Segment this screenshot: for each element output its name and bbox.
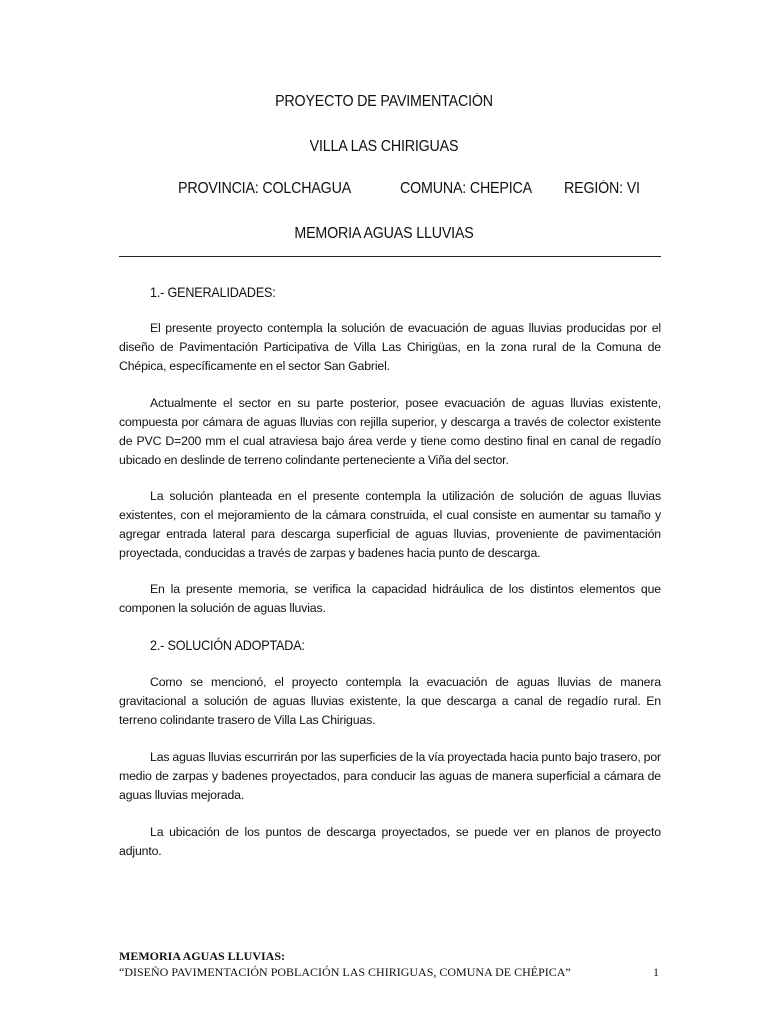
page-number: 1 xyxy=(653,965,659,979)
section-title: 2.- SOLUCIÓN ADOPTADA: xyxy=(150,637,305,653)
memoria-title: MEMORIA AGUAS LLUVIAS xyxy=(294,225,474,242)
paragraph: En la presente memoria, se verifica la capacidad hidráulica de los distintos elementos que componen la solución de aguas lluvias. xyxy=(119,582,661,615)
project-title: PROYECTO DE PAVIMENTACIÓN xyxy=(275,93,493,110)
paragraph: Actualmente el sector en su parte posterior, posee evacuación de aguas lluvias existente, compuesta por cámara de aguas lluvias con rejilla superior, y descarga a través de colector existente de PVC D=200 mm el cual atraviesa bajo área verde y tiene como destino final en canal de regadío ubicado en deslinde de terreno colindante perteneciente a Viña del sector. xyxy=(119,396,661,467)
paragraph: La solución planteada en el presente contempla la utilización de solución de aguas lluvias existentes, con el mejoramiento de la cámara construida, el cual consiste en aumentar su tamaño y agregar entrada lateral para descarga superficial de aguas lluvias, proveniente de pavimentación proyectada, conducidas a través de zarpas y badenes hacia punto de descarga. xyxy=(119,489,661,560)
section-title: 1.- GENERALIDADES: xyxy=(150,284,276,300)
header-divider xyxy=(119,256,661,257)
paragraph: Las aguas lluvias escurrirán por las superficies de la vía proyectada hacia punto bajo trasero, por medio de zarpas y badenes proyectados, para conducir las aguas de manera superficial a cámara de aguas lluvias mejorada. xyxy=(119,750,661,802)
provincia-label: PROVINCIA: COLCHAGUA xyxy=(178,180,352,197)
footer-subtitle: “DISEÑO PAVIMENTACIÓN POBLACIÓN LAS CHIRIGUAS, COMUNA DE CHÉPICA” xyxy=(119,965,571,979)
paragraph: Como se mencionó, el proyecto contempla la evacuación de aguas lluvias de manera gravitacional a solución de aguas lluvias existente, la que descarga a canal de regadío rural. En terreno colindante trasero de Villa Las Chiriguas. xyxy=(119,675,661,727)
region-label: REGIÓN: VI xyxy=(564,180,640,197)
comuna-label: COMUNA: CHEPICA xyxy=(400,180,532,197)
project-subtitle: VILLA LAS CHIRIGUAS xyxy=(309,138,459,155)
footer-title: MEMORIA AGUAS LLUVIAS: xyxy=(119,949,286,963)
paragraph: El presente proyecto contempla la solución de evacuación de aguas lluvias producidas por el diseño de Pavimentación Participativa de Villa Las Chirigüas, en la zona rural de la Comuna de Chépica, específicamente en el sector San Gabriel. xyxy=(119,321,661,373)
paragraph: La ubicación de los puntos de descarga proyectados, se puede ver en planos de proyecto adjunto. xyxy=(119,825,661,858)
